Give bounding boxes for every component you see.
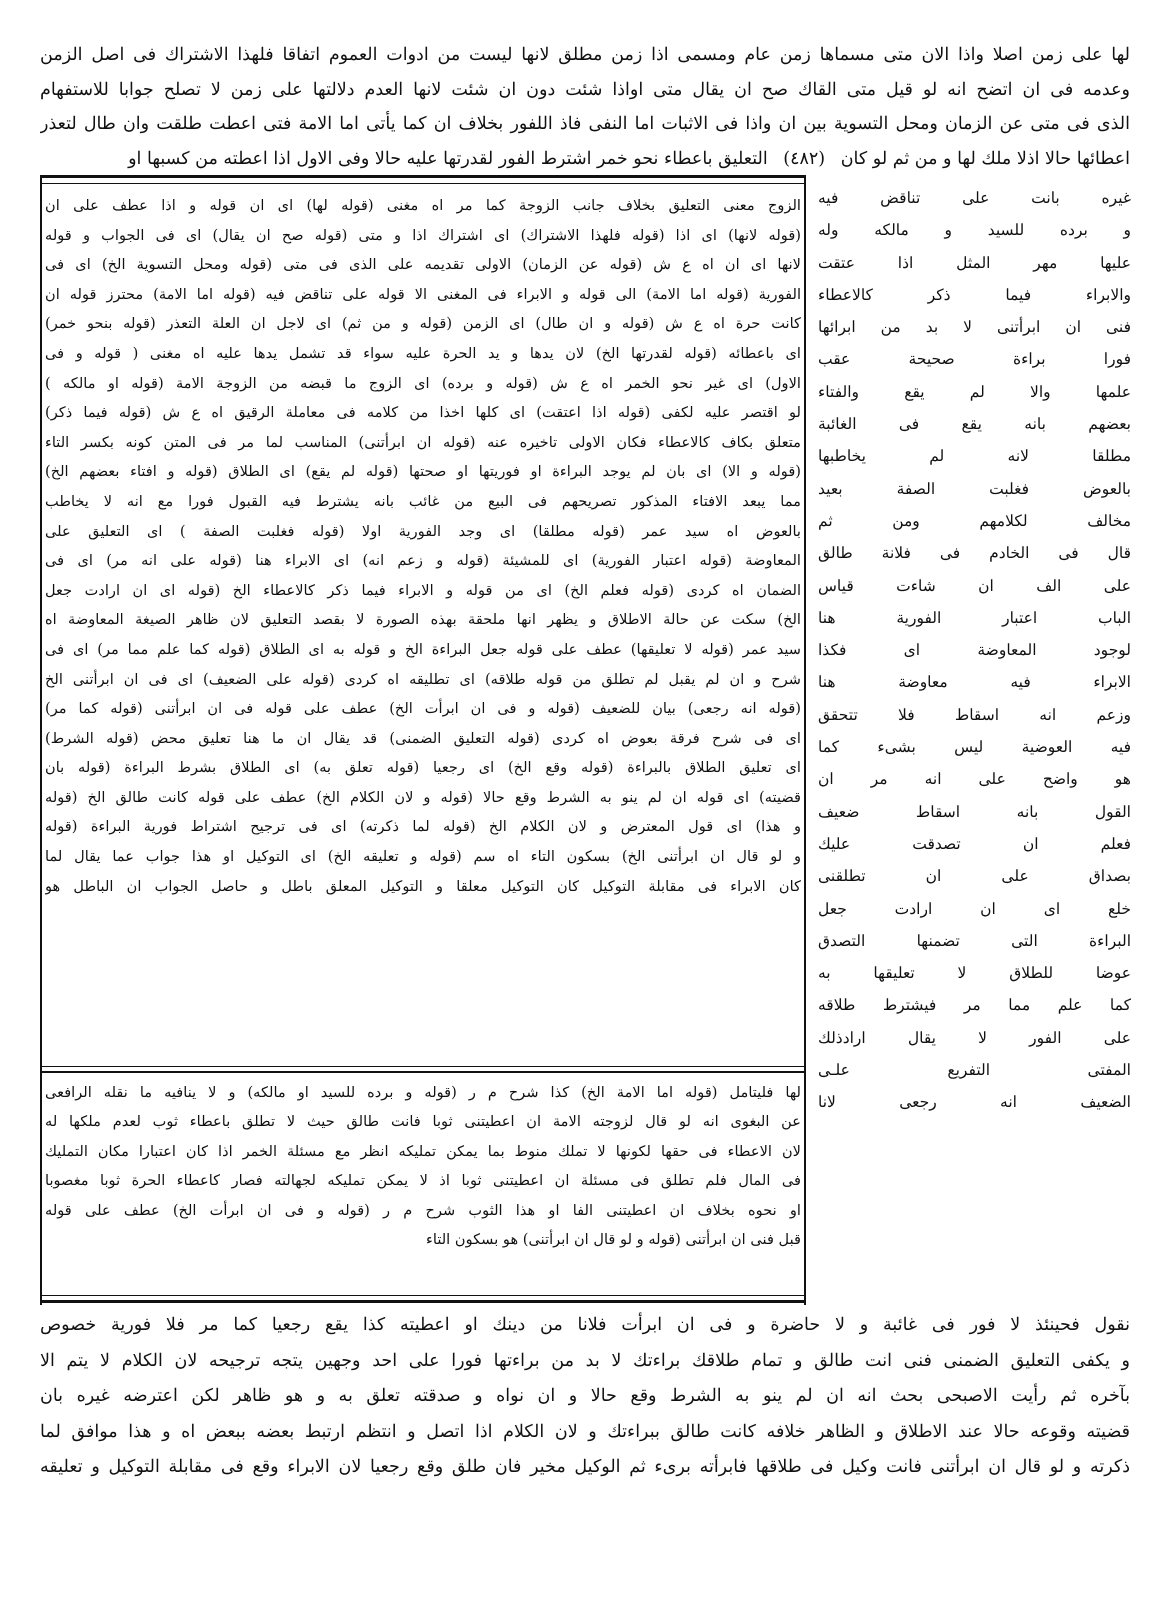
commentary-line: سيد عمر (قوله لا تعليقها) عطف على قوله جعل البراءة الخ و قوله به اى الطلاق (قوله كما علم مما مر) اى فى: [45, 640, 801, 658]
commentary-line: لو اقتصر عليه لكفى (قوله اذا اعتقت) اى كلها اخذا من كلامه فى معاملة الرقيق اه ع ش (قوله فيما ذكر): [45, 404, 801, 422]
column-line: على الفور لا يقال ارادذلك: [818, 1028, 1131, 1047]
column-line: بصداق على ان تطلقنى: [818, 867, 1131, 886]
commentary-line: لانها اى ان اه ع ش (قوله عن الزمان) الاولى تقديمه على الذى فى متى (قوله ومحل التسوية الخ) اى فى: [45, 256, 801, 274]
commentary-line: اى تعليق الطلاق بالبراءة (قوله وقع الخ) اى رجعيا (قوله تعلق به) اى الطلاق بشرط البراءة (قوله بان: [45, 759, 801, 777]
main-text-line: بآخره ثم رأيت الاصبحى بحث انه ان لم ينو به الشرط وقع حالا و ان نواه و صدقته تعلق به و هو ظاهر لكن اعترضه غيره بان: [40, 1386, 1130, 1406]
column-line: فنى ان ابرأتنى لا بد من ابرائها: [818, 318, 1131, 337]
frame-left-rule: [40, 175, 42, 1305]
column-line: بعضهم بانه يقع فى الغائبة: [818, 415, 1131, 434]
commentary-box-second: [45, 1078, 801, 1254]
main-text-line: لها على زمن اصلا واذا الان متى مسماها زمن عام ومسمى اذا زمن مطلق لانها ليست من ادوات العموم اتفاقا فلهذا الاشتراك فى اصل الزمن: [40, 45, 1130, 65]
commentary-line: اى فى شرح فرقة بعوض اه كردى (قوله التعليق الضمنى) قد يقال ان ما هنا تعليق محض (قوله الشرط): [45, 729, 801, 747]
main-text-line: قضيته وقوعه حالا عند الاطلاق و الظاهر خلافه كانت طالق ببراءتك و لان الكلام اذا اتصل و انتظم ارتبط بعضه ببعض اه و هذا موافق لما: [40, 1421, 1130, 1442]
main-text-fragment: اعطائها حالا اذلا ملك لها و من ثم لو كان: [840, 148, 1130, 169]
commentary-line: الضمان اه كردى (قوله فعلم الخ) اى من قوله و الابراء فيما ذكر كالاعطاء الخ (قوله اى ان ارادت جعل: [45, 581, 801, 599]
column-line: الضعيف انه رجعى لانا: [818, 1093, 1131, 1112]
commentary-line: و لو قال ان ابرأتنى الخ) بسكون التاء اه سم (قوله و تعليقه الخ) اى التوكيل او هذا جواب عما يقال لما: [45, 848, 801, 866]
frame-bottom-rule-outer: [40, 1300, 806, 1303]
main-text-right-column: [818, 182, 1131, 1119]
commentary-line: متعلق بكاف كالاعطاء فكان الاولى تاخيره عنه (قوله ان ابرأتنى) المناسب لما مر فى المتن كونه بكسر التاء: [45, 433, 801, 451]
column-line: القول بانه اسقاط ضعيف: [818, 802, 1131, 821]
commentary-line: الاول) اى غير نحو الخمر اه ع ش (قوله و برده) اى الزوج ما قبضه من الزوجة الامة (قوله او مالكه ): [45, 374, 801, 392]
main-text-top: [40, 38, 1130, 176]
column-line: غيره بانت على تناقض فيه: [818, 189, 1131, 207]
main-text-line-with-page-number: [40, 142, 1130, 177]
commentary-line: الزوج معنى التعليق بخلاف جانب الزوجة كما مر اه مغنى (قوله لها) اى ان قوله و اذا عطف على ان: [45, 197, 801, 214]
commentary-line: فى المال فلم تطلق فى مسئلة ان اعطيتنى ثوبا اذ لا يمكن تمليكه لجهالته فصار كاعطاء الحرة ثوبا مغصوبا: [45, 1172, 801, 1190]
main-text-bottom: [40, 1308, 1130, 1486]
column-line: فعلم ان تصدقت عليك: [818, 834, 1131, 853]
commentary-line: (قوله و الا) اى بان لم يوجد البراءة او فوريتها او صحتها (قوله لم يقع) اى الطلاق (قوله و افتاء بعضهم الخ): [45, 463, 801, 481]
commentary-line: مما يبعد الافتاء المذكور تصريحهم فى البيع من غائب بانه يشترط فيه القبول فورا مع انه لا يخاطب: [45, 492, 801, 510]
frame-top-rule-inner: [40, 183, 806, 184]
column-line: عوضا للطلاق لا تعليقها به: [818, 964, 1131, 983]
frame-middle-rule-outer: [40, 1066, 806, 1067]
column-line: البراءة التى تضمنها التصدق: [818, 931, 1131, 950]
commentary-line: كانت حرة اه ع ش (قوله و ان طال) اى الزمن (قوله و من ثم) اى لاجل ان العلة التعذر (قوله بنحو خمر): [45, 315, 801, 333]
column-line: عليها مهر المثل اذا عتقت: [818, 253, 1131, 272]
column-line: قال فى الخادم فى فلانة طالق: [818, 544, 1131, 563]
commentary-line: الفورية (قوله اما الامة) الى قوله و الابراء فى المغنى الا قوله على تناقض فيه (قوله اما الامة) محترز قوله ان: [45, 285, 801, 303]
column-line: بالعوض فغلبت الصفة بعيد: [818, 479, 1131, 498]
frame-top-rule-outer: [40, 175, 806, 178]
main-text-line: و يكفى التعليق الضمنى فنى انت طالق و تمام طلاقك براءتك لا بد من براءتها فورا على احد وجهين يتجه ترجيحه لان الكلام لا يتم الا: [40, 1350, 1130, 1371]
commentary-line: قضيته) اى قوله ان لم ينو به الشرط وقع حالا (قوله و لان الكلام الخ) عطف على قوله كانت طالق الخ (قوله: [45, 788, 801, 806]
column-line: كما علم مما مر فيشترط طلاقه: [818, 996, 1131, 1015]
commentary-line: او نحوه بخلاف ان اعطيتنى الفا او هذا الثوب شرح م ر (قوله و فى ان ابرأت الخ) عطف على قوله: [45, 1201, 801, 1219]
frame-right-rule: [804, 175, 806, 1305]
commentary-line: اى باعطائه (قوله لقدرتها الخ) لان يدها و يد الحرة عليه سواء قد تشمل يدها عليه اه مغنى ( قوله و فى: [45, 344, 801, 362]
commentary-line: عن البغوى انه لو قال لزوجته الامة ان اعطيتنى ثوبا فانت طالق حيث لا تطلق باعطاء ثوب لعدم ملكها له: [45, 1113, 801, 1131]
column-line: المفتى التفريع علـى: [818, 1061, 1131, 1080]
column-line: فورا براءة صحيحة عقب: [818, 350, 1131, 369]
commentary-line: (قوله لانها) اى اذا (قوله فلهذا الاشتراك) اى اشتراك اذا و متى (قوله صح ان يقال) اى فى الجواب و قوله: [45, 226, 801, 244]
main-text-line: وعدمه فى ان اتضح انه لو قيل متى القاك صح ان يقال متى اواذا شئت دون ان شئت لانها العدم دلالتها على زمن لا تصلح جوابا للاستفهام: [40, 79, 1130, 100]
commentary-line: المعاوضة (قوله اعتبار الفورية) اى للمشيئة (قوله و زعم انه) اى الابراء هنا (قوله على انه مر) اى فى: [45, 552, 801, 570]
column-line: وزعم انه اسقاط فلا تتحقق: [818, 705, 1131, 724]
main-text-line: الذى فى متى عن الزمان ومحل التسوية بين ان واذا فى الاثبات اما النفى فاذ اللفور بخلاف ان كما يأتى اما الامة فتى اعطت طلقت وان طال لتعذر: [40, 114, 1130, 134]
main-text-line: نقول فحينئذ لا فور فى غائبة و لا حاضرة و فى ان ابرأت فلانا من دينك او اعطيته كذا يقع رجعيا كما مر فلا فورية خصوص: [40, 1315, 1130, 1335]
column-line: الباب اعتبار الفورية هنا: [818, 608, 1131, 627]
commentary-line: الخ) سكت عن حالة الاطلاق و يظهر انها ملحقة بهذه الصورة لا بقصد التعليق لان ظاهر الصيغة المعاوضة اه: [45, 611, 801, 629]
commentary-line: لها فليتامل (قوله اما الامة الخ) كذا شرح م ر (قوله و برده للسيد او مالكه) و لا ينافيه ما نقله الرافعى: [45, 1084, 801, 1101]
column-line: مخالف لكلامهم ومن ثم: [818, 511, 1131, 530]
column-line: و برده للسيد و مالكه وله: [818, 221, 1131, 240]
column-line: علمها والا لم يقع والفتاء: [818, 382, 1131, 401]
commentary-line: بالعوض اه سيد عمر (قوله مطلقا) اى وجد الفورية اولا (قوله فغلبت الصفة ) اى التعليق على: [45, 522, 801, 540]
column-line: خلع اى ان ارادت جعل: [818, 899, 1131, 918]
frame-bottom-rule-inner: [40, 1295, 806, 1296]
commentary-line: شرح و ان لم يقبل لم تطلق من قوله طلاقه) اى تطليقه اه كردى (قوله على الضعيف) اى فى ان ابرأتنى الخ: [45, 670, 801, 688]
column-line: والابراء فيما ذكر كالاعطاء: [818, 285, 1131, 304]
column-line: فيه العوضية ليس بشىء كما: [818, 738, 1131, 757]
column-line: مطلقا لانه لم يخاطبها: [818, 447, 1131, 466]
column-line: على الف ان شاءت قياس: [818, 576, 1131, 595]
main-text-line: ذكرته و لو قال ان ابرأتنى فانت وكيل فى طلاقها فابرأته برىء ثم الوكيل مخير فان طلق وقع رجعيا لان الابراء وقع فى مقابلة التوكيل و تعليقه: [40, 1457, 1130, 1477]
column-line: الابراء فيه معاوضة هنا: [818, 673, 1131, 692]
column-line: هو واضح على انه مر ان: [818, 770, 1131, 789]
commentary-line: كان الابراء فى مقابلة التوكيل كان التوكيل معلقا و التوكيل المعلق باطل و حاصل الجواب ان الباطل هو: [45, 877, 801, 895]
commentary-line: قبل فنى ان ابرأتنى (قوله و لو قال ان ابرأتنى) هو بسكون التاء: [426, 1231, 801, 1249]
frame-middle-rule-inner: [40, 1071, 806, 1073]
commentary-line: و هذا) اى قول المعترض و لان الكلام الخ (قوله لما ذكرته) اى فى ترجيح اشتراط فورية البراءة (قوله: [45, 818, 801, 836]
commentary-line: لان الاعطاء فى حقها لكونها لا تملك منوط بما يمكن تمليكه انظر مع مسئلة الخمر اذا كان اعتبارا مكان التمليك: [45, 1142, 801, 1160]
main-text-fragment: التعليق باعطاء نحو خمر اشترط الفور لقدرتها عليه حالا وفى الاول اذا اعطته من كسبها او: [128, 148, 768, 169]
column-line: لوجود المعاوضة اى فكذا: [818, 641, 1131, 660]
page-number: (٤٨٢): [783, 148, 826, 169]
commentary-line: (قوله انه رجعى) بيان للضعيف (قوله و فى ان ابرأت الخ) عطف على قوله فى ان ابرأتنى (قوله كما مر): [45, 700, 801, 718]
commentary-box-first: [45, 191, 801, 901]
